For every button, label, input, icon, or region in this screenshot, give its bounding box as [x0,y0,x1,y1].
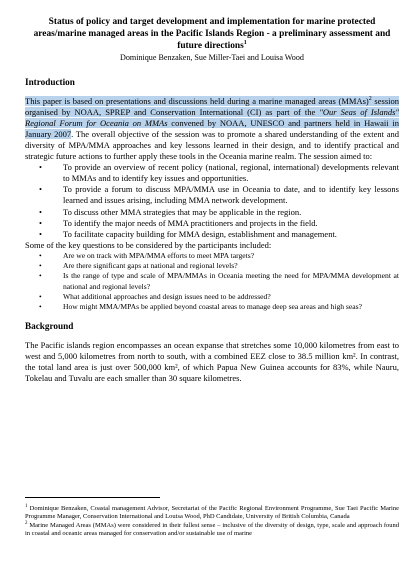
intro-paragraph: This paper is based on presentations and discussions held during a marine managed areas (MMAs)$^2$ session organised by NOAA, SPREP and Conservation International (CI) as part of the "Our Seas of Islands" Regional Forum for Oceania on MMAs convened by NOAA, UNESCO and partners held in Hawaii in January 2007. The overall objective of the session was to promote a shared understanding of the extent and diversity of MPA/MMA approaches and key lessons learned in their design, and to identify practical and strategic future actions to further apply these tools in the Oceania marine realm. The session aimed to: [25,95,399,162]
questions-list [25,251,399,312]
footnote-1: $^1$ Dominique Benzaken, Coastal management Advisor, Secretariat of the Pacific Regional Environment Programme, Sue Taei Pacific Marine Programme Manager, Conservation International and Louisa Wood, PhD Candidate, University of British Columbia, Canada [25,503,399,521]
aims-list [25,162,399,240]
list-item: • How might MMA/MPAs be applied beyond coastal areas to manage deep sea areas and high seas? [63,302,399,312]
questions-lead: Some of the key questions to be considered by the participants included: [25,239,272,250]
authors: Dominique Benzaken, Sue Miller-Taei and Louisa Wood [120,52,304,62]
footnote-mark-2[interactable]: 2 [368,95,372,102]
paper-title: Status of policy and target development and implementation for marine protected areas/marine managed areas in the Pacific Islands Region - a preliminary assessment and future directions$^1$ [33,17,391,52]
footnote-2: $^2$ Marine Managed Areas (MMAs) were considered in their fullest sense – inclusive of the diversity of design, type, scale and approach found in coastal and oceanic areas managed for conservation and/or sustainable use of marine [25,520,399,538]
highlighted-text: This paper is based on presentations and discussions held during a marine managed areas (MMAs)$^2$ session organised by NOAA, SPREP and Conservation International (CI) as part of the "Our Seas of Islands" Regional Forum for Oceania on MMAs convened by NOAA, UNESCO and partners held in Hawaii in January 2007 [25,95,399,139]
list-item: • To identify the major needs of MMA practitioners and projects in the field. [63,218,399,229]
list-item: • To facilitate capacity building for MMA design, establishment and management. [63,229,399,240]
list-item: • To discuss other MMA strategies that may be applicable in the region. [63,207,399,218]
title-footnote-mark[interactable]: 1 [243,40,247,47]
list-item: • Are we on track with MPA/MMA efforts to meet MPA targets? [63,251,399,261]
footnote-divider [25,497,160,498]
background-heading: Background [25,321,74,332]
forum-name: "Our Seas of Islands" Regional Forum for Oceania on MMAs [25,106,399,128]
background-paragraph: The Pacific islands region encompasses an ocean expanse that stretches some 10,000 kilometres from east to west and 5,000 kilometres from north to south, with a combined EEZ close to 38.5 million km². In contrast, the total land area is just over 500,000 km², of which Papua New Guinea accounts for 83%, while Nauru, Tokelau and Tuvalu are each smaller than 30 square kilometres. [25,340,399,384]
list-item: • Is the range of type and scale of MPA/MMAs in Oceania meeting the need for MPA/MMA development at national and regional levels? [63,271,399,291]
list-item: • To provide an overview of recent policy (national, regional, international) developments relevant to MMAs and to identify key issues and opportunities. [63,162,399,184]
list-item: • Are there significant gaps at national and regional levels? [63,261,399,271]
introduction-heading: Introduction [25,76,75,87]
list-item: • What additional approaches and design issues need to be addressed? [63,292,399,302]
footnotes [25,497,399,539]
list-item: • To provide a forum to discuss MPA/MMA use in Oceania to date, and to identify key lessons learned and issues arising, including MMA network development. [63,184,399,206]
